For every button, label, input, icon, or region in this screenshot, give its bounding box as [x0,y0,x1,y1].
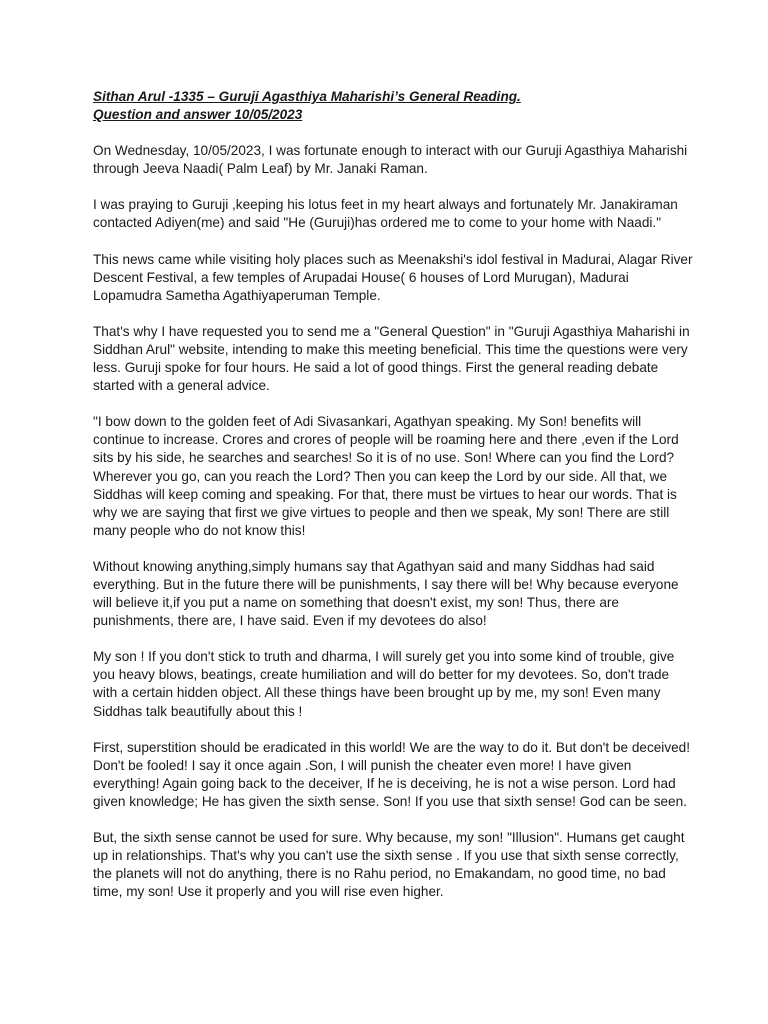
paragraph-5: "I bow down to the golden feet of Adi Sivasankari, Agathyan speaking. My Son! benefits will continue to increase. Crores and crores of people will be roaming here and there ,even if the Lord sits by his side, he searches and searches! So it is of no use. Son! Where can you find the Lord? Wherever you go, can you reach the Lord? Then you can keep the Lord by our side. All that, we Siddhas will keep coming and speaking. For that, there must be virtues to hear our words. That is why we are saying that first we give virtues to people and then we speak, My son! There are still many people who do not know this! [93,414,679,538]
paragraph-7: My son ! If you don't stick to truth and dharma, I will surely get you into some kind of trouble, give you heavy blows, beatings, create humiliation and will do better for my devotees. So, don't trade with a certain hidden object. All these things have been brought up by me, my son! Even many Siddhas talk beautifully about this ! [93,649,675,719]
paragraph-2: I was praying to Guruji ,keeping his lotus feet in my heart always and fortunately Mr. Janakiraman contacted Adiyen(me) and said "He (Guruji)has ordered me to come to your home with Naadi." [93,197,678,231]
document-heading [93,88,693,124]
document-title: Sithan Arul -1335 – Guruji Agasthiya Maharishi’s General Reading. [93,89,521,104]
document-subtitle: Question and answer 10/05/2023 [93,107,303,123]
paragraph-6: Without knowing anything,simply humans say that Agathyan said and many Siddhas had said everything. But in the future there will be punishments, I say there will be! Why because everyone will believe it,if you put a name on something that doesn't exist, my son! Thus, there are punishments, there are, I have said. Even if my devotees do also! [93,558,679,629]
paragraph-9: But, the sixth sense cannot be used for sure. Why because, my son! "Illusion". Humans get caught up in relationships. That's why you can't use the sixth sense . If you use that sixth sense correctly, the planets will not do anything, there is no Rahu period, no Emakandam, no good time, no bad time, my son! Use it properly and you will rise even higher. [93,830,685,900]
paragraph-1: On Wednesday, 10/05/2023, I was fortunate enough to interact with our Guruji Agasthiya Maharishi through Jeeva Naadi( Palm Leaf) by Mr. Janaki Raman. [93,143,688,177]
paragraph-3: This news came while visiting holy places such as Meenakshi's idol festival in Madurai, Alagar River Descent Festival, a few temples of Arupadai House( 6 houses of Lord Murugan), Madurai Lopamudra Sametha Agathiyaperuman Temple. [93,251,693,303]
paragraph-4: That's why I have requested you to send me a "General Question" in "Guruji Agasthiya Maharishi in Siddhan Arul" website, intending to make this meeting beneficial. This time the questions were very less. Guruji spoke for four hours. He said a lot of good things. First the general reading debate started with a general advice. [93,323,690,394]
paragraph-8: First, superstition should be eradicated in this world! We are the way to do it. But don't be deceived! Don't be fooled! I say it once again .Son, I will punish the cheater even more! I have given everything! Again going back to the deceiver, If he is deceiving, he is not a wise person. Lord had given knowledge; He has given the sixth sense. Son! If you use that sixth sense! God can be seen. [93,739,691,809]
document-page [93,88,693,919]
